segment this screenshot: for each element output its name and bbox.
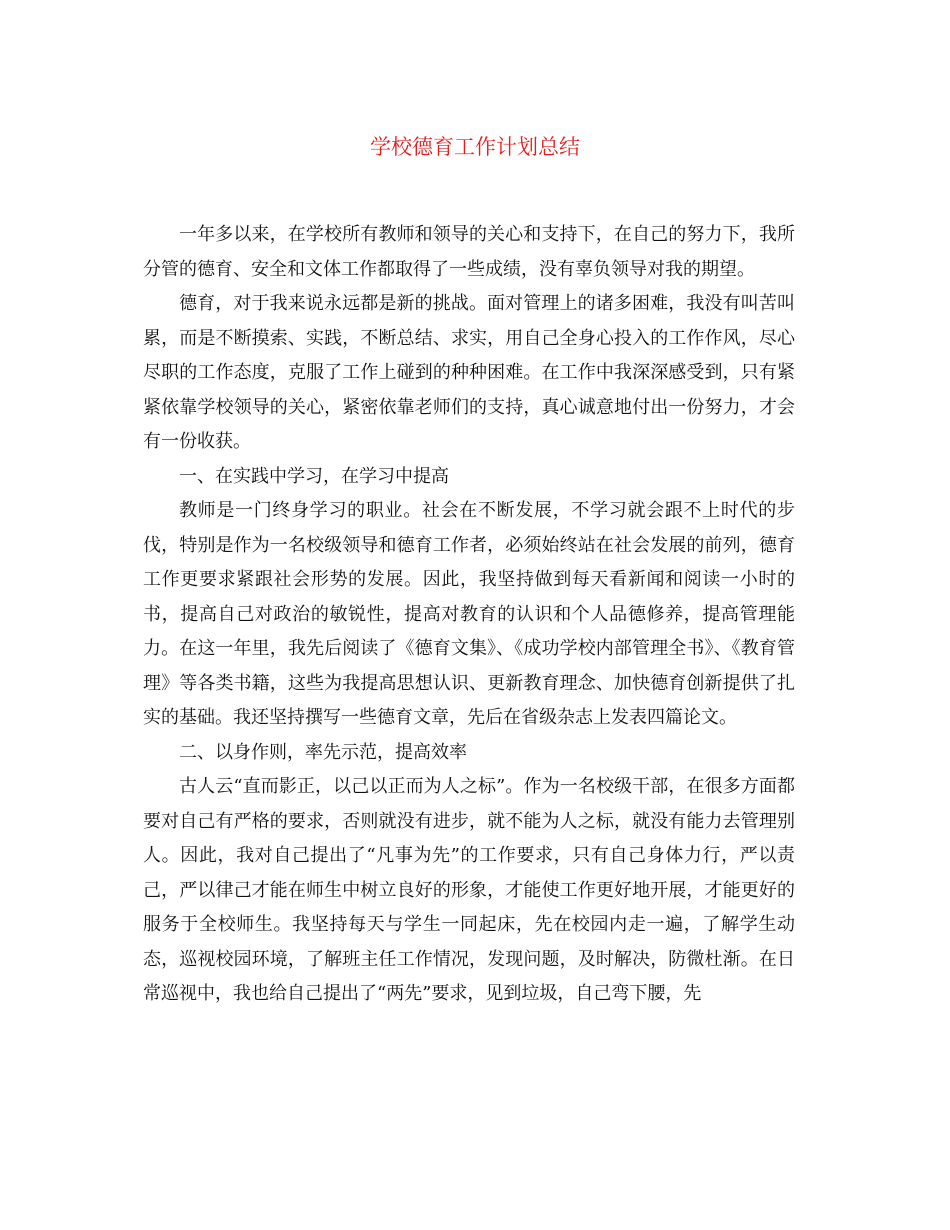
paragraph-intro: 一年多以来，在学校所有教师和领导的关心和支持下，在自己的努力下，我所分管的德育、安全和文体工作都取得了一些成绩，没有辜负领导对我的期望。 <box>143 224 795 280</box>
paragraph-example: 古人云“直而影正，以己以正而为人之标”。作为一名校级干部，在很多方面都要对自己有严格的要求，否则就没有进步，就不能为人之标，就没有能力去管理别人。因此，我对自己提出了“凡事为先”的工作要求，只有自己身体力行，严以责己，严以律己才能在师生中树立良好的形象，才能使工作更好地开展，才能更好的服务于全校师生。我坚持每天与学生一同起床，先在校园内走一遍，了解学生动态，巡视校园环境，了解班主任工作情况，发现问题，及时解决，防微杜渐。在日常巡视中，我也给自己提出了“两先”要求，见到垃圾，自己弯下腰，先 <box>143 776 795 1004</box>
document-title: 学校德育工作计划总结 <box>370 135 580 159</box>
paragraph-learning: 教师是一门终身学习的职业。社会在不断发展，不学习就会跟不上时代的步伐，特别是作为一名校级领导和德育工作者，必须始终站在社会发展的前列，德育工作更要求紧跟社会形势的发展。因此，我坚持做到每天看新闻和阅读一小时的书，提高自己对政治的敏锐性，提高对教育的认识和个人品德修养，提高管理能力。在这一年里，我先后阅读了《德育文集》、《成功学校内部管理全书》、《教育管理》等各类书籍，这些为我提高思想认识、更新教育理念、加快德育创新提供了扎实的基础。我还坚持撰写一些德育文章，先后在省级杂志上发表四篇论文。 <box>143 500 795 728</box>
section-heading-2: 二、以身作则，率先示范，提高效率 <box>179 741 467 763</box>
document-body <box>143 218 795 1012</box>
paragraph-moral-education: 德育，对于我来说永远都是新的挑战。面对管理上的诸多困难，我没有叫苦叫累，而是不断摸索、实践，不断总结、求实，用自己全身心投入的工作作风，尽心尽职的工作态度，克服了工作上碰到的种种困难。在工作中我深深感受到，只有紧紧依靠学校领导的关心，紧密依靠老师们的支持，真心诚意地付出一份努力，才会有一份收获。 <box>143 293 795 452</box>
section-heading-1: 一、在实践中学习，在学习中提高 <box>179 465 449 487</box>
